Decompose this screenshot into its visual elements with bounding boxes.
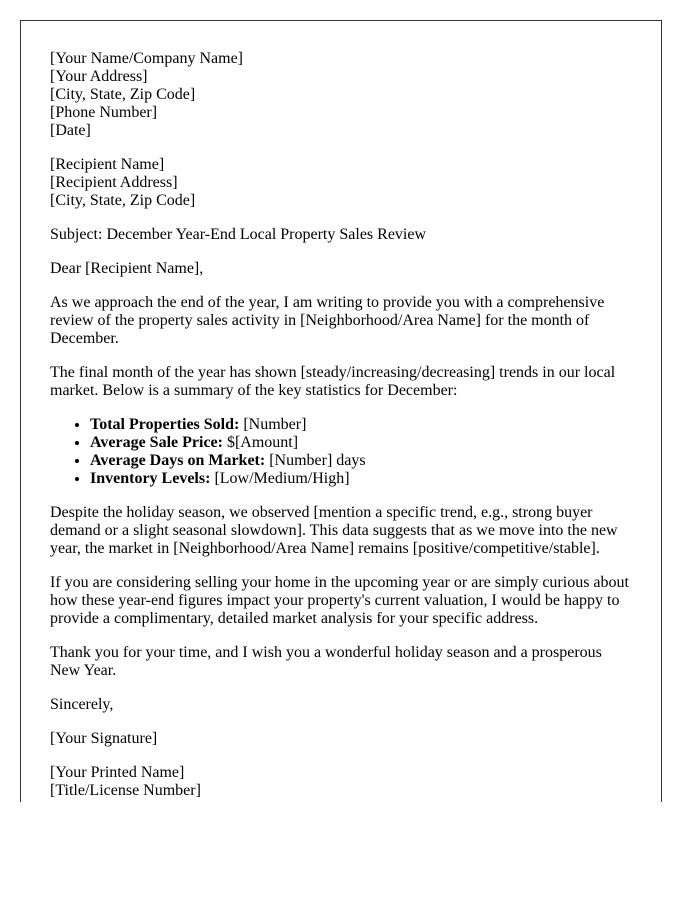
stat-total-sold <box>90 416 632 434</box>
letter-viewport <box>20 20 662 802</box>
stat-value: $[Amount] <box>222 434 299 451</box>
stat-average-price <box>90 434 632 452</box>
printed-name: [Your Printed Name] <box>50 764 185 781</box>
thanks-paragraph: Thank you for your time, and I wish you a wonderful holiday season and a prosperous New Year. <box>50 644 602 679</box>
valediction: Sincerely, <box>50 696 114 713</box>
stat-value: [Number] <box>239 416 307 433</box>
stat-value: [Number] days <box>265 452 366 469</box>
observation-paragraph: Despite the holiday season, we observed [mention a specific trend, e.g., strong buyer demand or a slight seasonal slowdown]. This data suggests that as we move into the new year, the market in [Neighborhood/Area Name] remains [positive/competitive/stable]. <box>50 504 618 557</box>
letter-document <box>20 20 662 802</box>
sender-address: [Your Address] <box>50 68 148 85</box>
stat-label: Total Properties Sold: <box>90 416 240 433</box>
stat-label: Average Days on Market: <box>90 452 266 469</box>
recipient-address: [Recipient Address] <box>50 174 178 191</box>
recipient-name: [Recipient Name] <box>50 156 165 173</box>
offer-paragraph: If you are considering selling your home in the upcoming year or are simply curious about how these year-end figures impact your property's current valuation, I would be happy to provide a complimentary, detailed market analysis for your specific address. <box>50 574 629 627</box>
stat-inventory-levels <box>90 470 632 488</box>
trend-paragraph: The final month of the year has shown [steady/increasing/decreasing] trends in our local market. Below is a summary of the key statistics for December: <box>50 364 616 399</box>
signer-block <box>50 764 632 800</box>
subject-line: Subject: December Year-End Local Property Sales Review <box>50 226 427 243</box>
intro-paragraph: As we approach the end of the year, I am writing to provide you with a comprehensive review of the property sales activity in [Neighborhood/Area Name] for the month of December. <box>50 294 605 347</box>
stat-value: [Low/Medium/High] <box>210 470 350 487</box>
recipient-city-state-zip: [City, State, Zip Code] <box>50 192 196 209</box>
salutation: Dear [Recipient Name], <box>50 260 204 277</box>
stat-label: Inventory Levels: <box>90 470 211 487</box>
letter-date: [Date] <box>50 122 91 139</box>
title-license: [Title/License Number] <box>50 782 201 799</box>
sender-block <box>50 50 632 140</box>
sender-city-state-zip: [City, State, Zip Code] <box>50 86 196 103</box>
sender-phone: [Phone Number] <box>50 104 158 121</box>
signature-placeholder: [Your Signature] <box>50 730 158 747</box>
stat-days-on-market <box>90 452 632 470</box>
statistics-list <box>50 416 632 488</box>
recipient-block <box>50 156 632 210</box>
sender-name: [Your Name/Company Name] <box>50 50 244 67</box>
stat-label: Average Sale Price: <box>90 434 223 451</box>
